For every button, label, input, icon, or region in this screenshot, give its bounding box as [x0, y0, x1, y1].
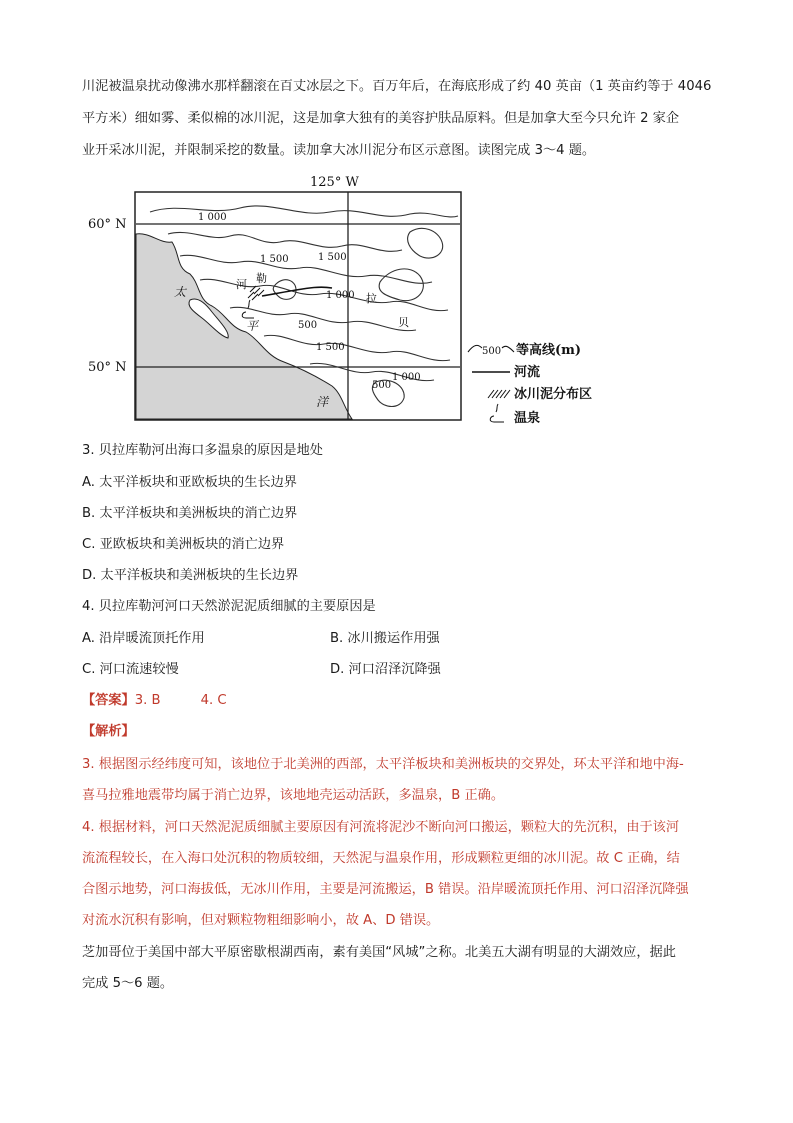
place-char: 平 [246, 319, 259, 333]
lat-top-label: 60° N [88, 217, 127, 232]
analysis-4-line-3: 合图示地势，河口海拔低，无冰川作用，主要是河流搬运，B 错误。沿岸暖流顶托作用、河口沼泽沉降强 [82, 882, 689, 897]
legend-glacier-swatch [488, 390, 510, 398]
legend-contour-label: 等高线(m) [516, 343, 582, 358]
next-line-2: 完成 5～6 题。 [82, 976, 174, 991]
map-legend [468, 342, 592, 426]
place-char: 贝 [398, 316, 409, 329]
contour-label: 1 000 [198, 212, 227, 223]
analysis-3-line-2: 喜马拉雅地震带均属于消亡边界，该地地壳运动活跃，多温泉，B 正确。 [82, 788, 505, 803]
q3-option-c: C. 亚欧板块和美洲板块的消亡边界 [82, 537, 285, 552]
q4-option-c: C. 河口流速较慢 [82, 662, 179, 677]
legend-spring-swatch [490, 404, 504, 422]
q4-stem: 4. 贝拉库勒河河口天然淤泥泥质细腻的主要原因是 [82, 599, 376, 614]
answer-4: 4. C [200, 693, 227, 708]
q4-option-b: B. 冰川搬运作用强 [330, 631, 440, 646]
q3-option-b: B. 太平洋板块和美洲板块的消亡边界 [82, 506, 298, 521]
intro-line-1: 川泥被温泉扰动像沸水那样翻滚在百丈冰层之下。百万年后，在海底形成了约 40 英亩（1 英亩约等于 4046 [82, 79, 712, 94]
q3-stem: 3. 贝拉库勒河出海口多温泉的原因是地处 [82, 443, 323, 458]
intro-line-3: 业开采冰川泥，并限制采挖的数量。读加拿大冰川泥分布区示意图。读图完成 3～4 题。 [82, 143, 596, 158]
place-char: 拉 [366, 292, 377, 305]
legend-glacier-label: 冰川泥分布区 [514, 387, 593, 402]
contour-label: 1 500 [316, 342, 345, 353]
place-char: 勒 [256, 272, 267, 285]
place-char: 太 [174, 285, 187, 299]
q4-option-d: D. 河口沼泽沉降强 [330, 662, 441, 677]
contour-label: 500 [298, 320, 318, 331]
legend-spring-label: 温泉 [514, 411, 541, 426]
glacier-mud-map [80, 172, 640, 432]
analysis-label: 【解析】 [82, 724, 135, 739]
contour-label: 1 000 [392, 372, 421, 383]
answer-label: 【答案】 [82, 693, 135, 708]
contour-label: 1 000 [326, 290, 355, 301]
contour-label: 1 500 [318, 252, 347, 263]
contour-label: 500 [372, 380, 392, 391]
next-line-1: 芝加哥位于美国中部大平原密歇根湖西南，素有美国“风城”之称。北美五大湖有明显的大湖效应，据此 [82, 945, 676, 960]
place-char: 洋 [316, 395, 329, 409]
lon-label: 125° W [310, 175, 359, 190]
legend-contour-sample: 500 [482, 346, 502, 357]
answer-3: 3. B [134, 693, 161, 708]
legend-river-label: 河流 [514, 365, 541, 380]
intro-line-2: 平方米）细如雾、柔似棉的冰川泥，这是加拿大独有的美容护肤品原料。但是加拿大至今只允许 2 家企 [82, 111, 680, 126]
analysis-4-line-1: 4. 根据材料，河口天然泥泥质细腻主要原因有河流将泥沙不断向河口搬运，颗粒大的先沉积，由于该河 [82, 820, 680, 835]
q3-option-a: A. 太平洋板块和亚欧板块的生长边界 [82, 475, 297, 490]
q4-option-a: A. 沿岸暖流顶托作用 [82, 631, 205, 646]
lat-bottom-label: 50° N [88, 360, 127, 375]
place-char: 河 [236, 278, 247, 291]
analysis-4-line-2: 流流程较长，在入海口处沉积的物质较细，天然泥与温泉作用，形成颗粒更细的冰川泥。故 C 正确，结 [82, 851, 680, 866]
contour-label: 1 500 [260, 254, 289, 265]
legend-contour-swatch [468, 345, 482, 352]
analysis-4-line-4: 对流水沉积有影响，但对颗粒物粗细影响小，故 A、D 错误。 [82, 913, 440, 928]
answer-row [82, 691, 718, 711]
analysis-3-line-1: 3. 根据图示经纬度可知，该地位于北美洲的西部，太平洋板块和美洲板块的交界处，环太平洋和地中海- [82, 757, 684, 772]
q3-option-d: D. 太平洋板块和美洲板块的生长边界 [82, 568, 299, 583]
